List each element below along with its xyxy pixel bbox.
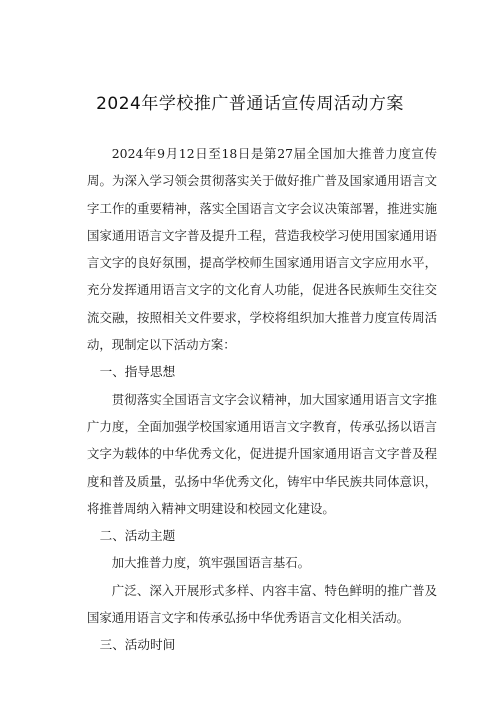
section-heading-guiding-ideology: 一、指导思想 (99, 364, 176, 380)
section-heading-activity-time: 三、活动时间 (99, 637, 176, 653)
activity-theme-line: 加大推普力度，筑牢强国语言基石。 (111, 555, 311, 571)
section-heading-activity-theme: 二、活动主题 (99, 528, 176, 544)
document-title: 2024年学校推广普通话宣传周活动方案 (96, 94, 404, 114)
intro-paragraph: 2024年9月12日至18日是第27届全国加大推普力度宣传周。为深入学习领会贯彻落实关于做好推广普及国家通用语言文字工作的重要精神，落实全国语言文字会议决策部署，推进实施国家通用语言文字普及提升工程，营造我校学习使用国家通用语言文字的良好氛围，提高学校师生国家通用语言文字应用水平，充分发挥通用语言文字的文化育人功能，促进各民族师生交往交流交融，按照相关文件要求，学校将组织加大推普力度宣传周活动，现制定以下活动方案： (87, 146, 437, 353)
activity-theme-paragraph: 广泛、深入开展形式多样、内容丰富、特色鲜明的推广普及国家通用语言文字和传承弘扬中华优秀语言文化相关活动。 (87, 582, 437, 626)
guiding-ideology-paragraph: 贯彻落实全国语言文字会议精神，加大国家通用语言文字推广力度，全面加强学校国家通用语言文字教育，传承弘扬以语言文字为载体的中华优秀文化，促进提升国家通用语言文字普及程度和普及质量，弘扬中华优秀文化，铸牢中华民族共同体意识，将推普周纳入精神文明建设和校园文化建设。 (87, 391, 437, 516)
document-body (87, 140, 437, 659)
